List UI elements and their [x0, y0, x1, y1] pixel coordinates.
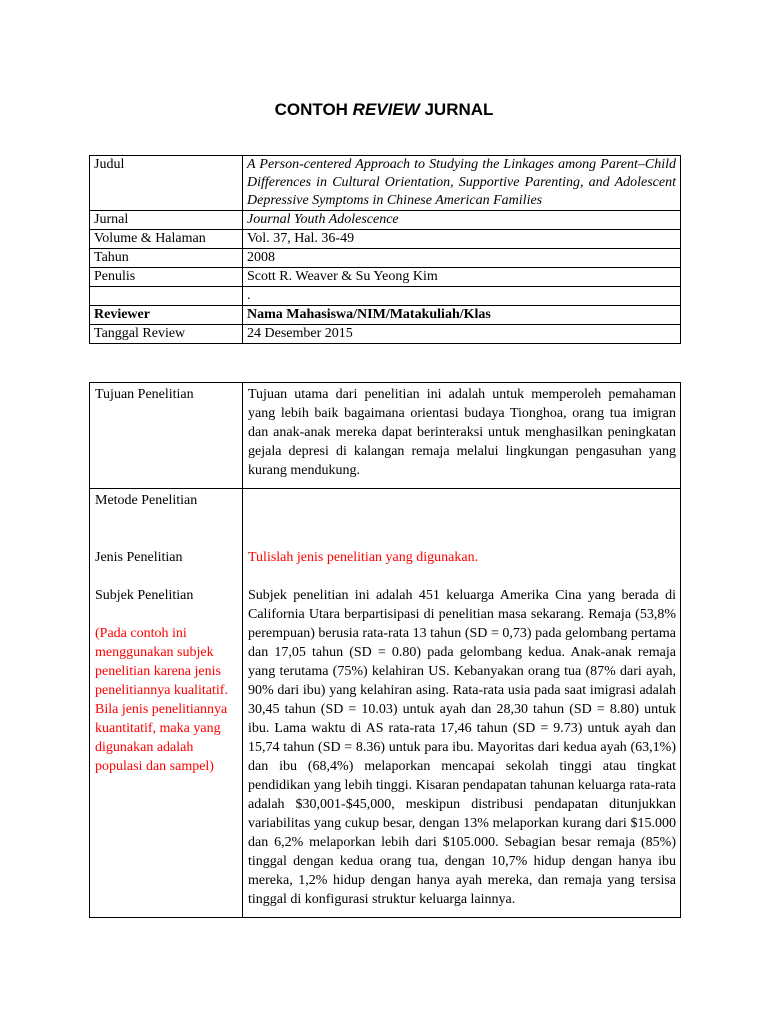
info-value-jurnal: Journal Youth Adolescence — [243, 211, 681, 230]
title-part-2: REVIEW — [352, 100, 420, 119]
table-row — [90, 230, 681, 249]
info-value-reviewer: Nama Mahasiswa/NIM/Matakuliah/Klas — [243, 306, 681, 325]
jenis-label: Jenis Penelitian — [95, 550, 183, 565]
title-part-1: CONTOH — [274, 100, 353, 119]
table-row — [90, 156, 681, 211]
tujuan-text: Tujuan utama dari penelitian ini adalah untuk memperoleh pemahaman yang lebih baik bagaimana orientasi budaya Tionghoa, orang tua imigran dan anak-anak mereka dapat berinteraksi untuk menghasilkan peningkatan gejala depresi di kalangan remaja melalui lingkungan pengasuhan yang kurang mendukung. — [243, 383, 681, 489]
subjek-text: Subjek penelitian ini adalah 451 keluarga Amerika Cina yang berada di California Utara berpartisipasi di penelitian masa sekarang. Remaja (53,8% perempuan) berusia rata-rata 13 tahun (SD = 0,73) pada gelombang pertama dan 17,05 tahun (SD = 0.80) pada gelombang kedua. Anak-anak remaja yang terutama (75%) kelahiran US. Kebanyakan orang tua (87% dari ayah, 90% dari ibu) yang kelahiran asing. Rata-rata usia pada saat imigrasi adalah 30,45 tahun (SD = 10.03) untuk ayah dan 28,30 tahun (SD = 8.80) untuk ibu. Lama waktu di AS rata-rata 17,46 tahun (SD = 9.73) untuk ayah dan 15,74 tahun (SD = 8.36) untuk para ibu. Mayoritas dari kedua ayah (63,1%) dan ibu (68,4%) melaporkan mencapai sekolah tinggi atau tingkat pendidikan yang lebih tinggi. Kisaran pendapatan tahunan keluarga rata-rata adalah $30,001-$45,000, meskipun distribusi pendapatan ditunjukkan variabilitas yang cukup besar, dengan 13% melaporkan kurang dari $15.000 dan 6,2% melaporkan lebih dari $105.000. Sebagian besar remaja (85%) tinggal dengan kedua orang tua, dengan 10,7% hidup dengan hanya ibu mereka, 1,2% hidup dengan hanya ayah mereka, dan remaja yang tersisa tinggal di konfigurasi struktur keluarga lainnya. — [248, 588, 676, 907]
table-row — [90, 287, 681, 306]
info-label — [90, 287, 243, 306]
subjek-label: Subjek Penelitian — [95, 588, 194, 603]
info-label-reviewer: Reviewer — [90, 306, 243, 325]
info-value-tanggal: 24 Desember 2015 — [243, 325, 681, 344]
info-label: Judul — [90, 156, 243, 211]
info-label: Jurnal — [90, 211, 243, 230]
review-detail-table — [89, 382, 681, 918]
journal-info-table — [89, 155, 681, 344]
info-value-tahun: 2008 — [243, 249, 681, 268]
spacer — [95, 605, 238, 624]
table-row — [90, 325, 681, 344]
metode-column — [90, 489, 243, 918]
table-row — [90, 268, 681, 287]
tujuan-label: Tujuan Penelitian — [90, 383, 243, 489]
info-value-penulis: Scott R. Weaver & Su Yeong Kim — [243, 268, 681, 287]
info-value-judul: A Person-centered Approach to Studying the Linkages among Parent–Child Differences in Cultural Orientation, Supportive Parenting, and Adolescent Depressive Symptoms in Chinese American Families — [243, 156, 681, 211]
page-title — [0, 99, 768, 121]
info-label: Penulis — [90, 268, 243, 287]
info-value-volume: Vol. 37, Hal. 36-49 — [243, 230, 681, 249]
spacer — [95, 567, 238, 586]
info-label: Tahun — [90, 249, 243, 268]
table-row — [90, 383, 681, 489]
spacer — [95, 510, 238, 529]
spacer — [95, 529, 238, 548]
jenis-text: Tulislah jenis penelitian yang digunakan. — [248, 550, 479, 565]
table-row — [90, 211, 681, 230]
metode-label: Metode Penelitian — [95, 493, 198, 508]
spacer — [248, 510, 676, 529]
table-row — [90, 489, 681, 918]
metode-content — [243, 489, 681, 918]
info-label: Tanggal Review — [90, 325, 243, 344]
spacer — [248, 567, 676, 586]
table-row — [90, 249, 681, 268]
spacer — [248, 529, 676, 548]
subjek-note: (Pada contoh ini menggunakan subjek penelitian karena jenis penelitiannya kualitatif. Bila jenis penelitiannya kuantitatif, maka yang digunakan adalah populasi dan sampel) — [95, 626, 228, 774]
title-part-3: JURNAL — [419, 100, 494, 119]
info-label: Volume & Halaman — [90, 230, 243, 249]
info-value-blank: . — [243, 287, 681, 306]
spacer — [248, 491, 676, 510]
table-row — [90, 306, 681, 325]
